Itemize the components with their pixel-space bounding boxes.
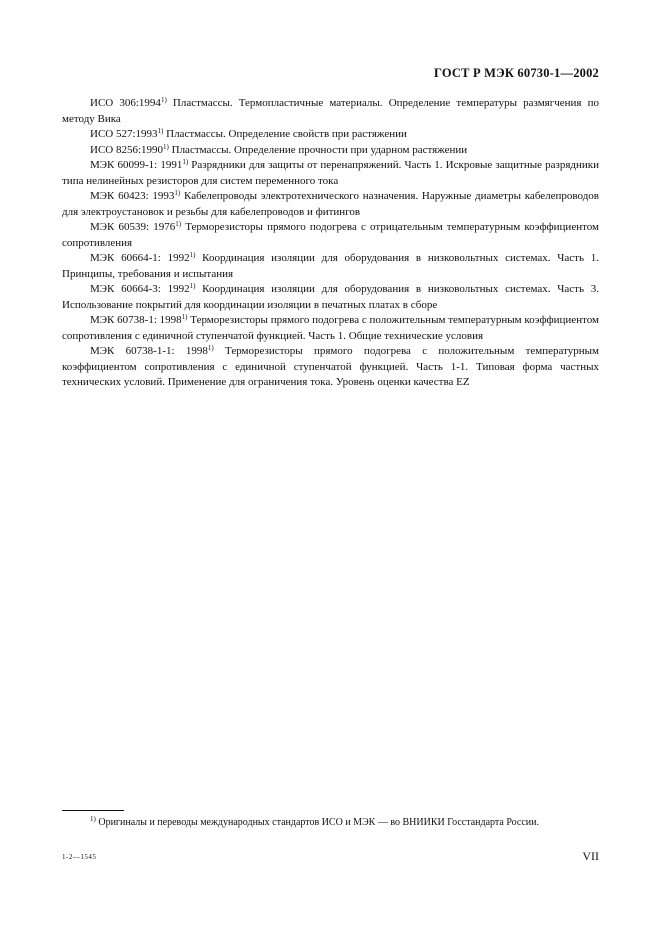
reference-code: МЭК 60738-1: 1998 [90, 314, 182, 326]
reference-code: МЭК 60664-3: 1992 [90, 283, 190, 295]
reference-code: МЭК 60423: 1993 [90, 190, 175, 202]
reference-code: ИСО 8256:1990 [90, 143, 164, 156]
reference-code: МЭК 60738-1-1: 1998 [90, 345, 208, 357]
reference-item [62, 282, 599, 313]
reference-title: Пластмассы. Термопластичные материалы. Определение температуры размягчения по методу Вика [62, 97, 600, 125]
footnote-mark: 1) [90, 815, 96, 823]
footnote-mark: 1) [189, 282, 196, 290]
reference-title: Терморезисторы прямого подогрева с положительным температурным коэффициентом сопротивления с единичной ступенчатой функцией. Часть 1-1. Типовая форма частных технических условий. Применение для ограничения тока. Уровень оценки качества EZ [62, 345, 599, 388]
reference-code: МЭК 60664-1: 1992 [90, 252, 190, 264]
reference-title: Разрядники для защиты от перенапряжений. Часть 1. Искровые защитные разрядники типа нелинейных резисторов для систем переменного тока [62, 159, 599, 187]
reference-title: Терморезисторы прямого подогрева с положительным температурным коэффициентом сопротивления с единичной ступенчатой функцией. Часть 1. Общие технические условия [62, 314, 599, 342]
reference-item [62, 344, 599, 391]
footnote-mark: 1) [157, 127, 164, 135]
reference-item [62, 251, 599, 282]
reference-code: МЭК 60539: 1976 [90, 221, 176, 233]
reference-item [62, 143, 599, 159]
footnote-mark: 1) [160, 96, 167, 104]
reference-item [62, 127, 599, 143]
document-header: ГОСТ Р МЭК 60730-1—2002 [434, 66, 599, 80]
footnote-mark: 1) [163, 142, 169, 151]
reference-item [62, 158, 599, 189]
footnote-mark: 1) [182, 158, 189, 166]
reference-title: Кабелепроводы электротехнического назначения. Наружные диаметры кабелепроводов для электроустановок и резьбы для кабелепроводов и фитингов [62, 190, 599, 218]
reference-code: ИСО 306:1994 [90, 97, 161, 109]
page-number: VII [582, 849, 599, 863]
footnote-mark: 1) [181, 313, 188, 321]
reference-list [62, 96, 599, 391]
footnote-mark: 1) [175, 220, 182, 228]
reference-title: Пластмассы. Определение свойств при растяжении [163, 128, 407, 140]
reference-item [62, 220, 599, 251]
print-code: 1-2—1545 [62, 853, 97, 861]
reference-item [62, 189, 599, 220]
reference-title: Пластмассы. Определение прочности при ударном растяжении [168, 143, 468, 156]
footnote [62, 815, 599, 830]
footnote-text: Оригиналы и переводы международных стандартов ИСО и МЭК — во ВНИИКИ Госстандарта России. [95, 817, 539, 828]
reference-code: ИСО 527:1993 [90, 128, 158, 140]
reference-title: Координация изоляции для оборудования в низковольтных системах. Часть 1. Принципы, требования и испытания [62, 252, 599, 280]
reference-title: Терморезисторы прямого подогрева с отрицательным температурным коэффициентом сопротивления [62, 221, 599, 249]
footnote-mark: 1) [189, 251, 196, 259]
reference-title: Координация изоляции для оборудования в низковольтных системах. Часть 3. Использование покрытий для координации изоляции в печатных платах в сборе [62, 283, 599, 311]
footnote-divider [62, 810, 124, 811]
reference-item [62, 313, 599, 344]
reference-item [62, 96, 599, 127]
footnote-mark: 1) [174, 189, 181, 197]
reference-code: МЭК 60099-1: 1991 [90, 159, 183, 171]
footnote-mark: 1) [207, 344, 214, 352]
